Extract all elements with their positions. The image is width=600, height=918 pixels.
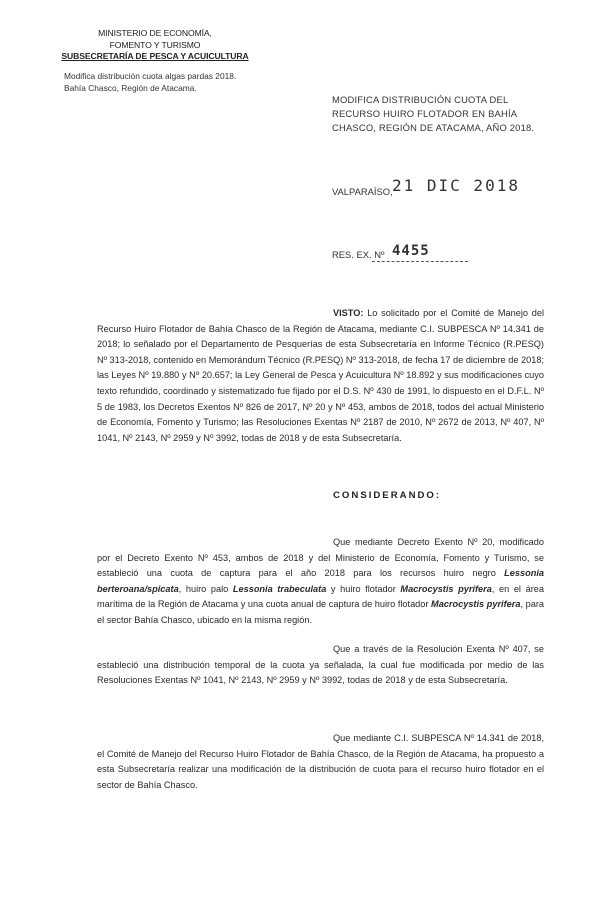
species-name: Lessonia trabeculata [232,583,327,594]
resolution-number-block [332,243,482,267]
document-summary [64,71,236,94]
p1-text-b: , huiro palo [178,583,233,594]
ministry-line-2: FOMENTO Y TURISMO [109,39,201,50]
resolution-number: 4455 [392,243,430,259]
summary-line-1: Modifica distribución cuota algas pardas 2018. [64,71,237,81]
p1-text-a: Que mediante Decreto Exento Nº 20, modificado por el Decreto Exento Nº 453, ambos de 2018 y del Ministerio de Economía, Fomento y Turismo, se estableció una cuota de captura para el año 2018 para los recursos huiro negro [97,537,544,579]
ministry-line-1: MINISTERIO DE ECONOMÍA, [98,28,212,38]
ministry-header [60,28,250,63]
considerando-heading: CONSIDERANDO: [333,490,442,501]
visto-text: Lo solicitado por el Comité de Manejo del Recurso Huiro Flotador de Bahía Chasco de la Región de Atacama, mediante C.I. SUBPESCA Nº 14.341 de 2018; lo señalado por el Departamento de Pesquerías de esta Subsecretaría en Informe Técnico (R.PESQ) Nº 313-2018, contenido en Memorándum Técnico (R.PESQ) Nº 313-2018, de fecha 17 de diciembre de 2018; las Leyes Nº 19.880 y Nº 20.657; la Ley General de Pesca y Acuicultura Nº 18.892 y sus modificaciones cuyo texto refundido, coordinado y sistematizado fue fijado por el D.S. Nº 430 de 1991, lo dispuesto en el D.F.L. Nº 5 de 1983, los Decretos Exentos Nº 826 de 2017, Nº 20 y Nº 453, ambos de 2018, todos del actual Ministerio de Economía, Fomento y Turismo; las Resoluciones Exentas Nº 2187 de 2010, Nº 2672 de 2013, Nº 407, Nº 1041, Nº 2143, Nº 2959 y Nº 3992, todas de 2018 y de esta Subsecretaría. [97,308,544,443]
p1-text-e: , para el sector Bahía Chasco, ubicado en la misma región. [97,599,544,625]
species-name: Lessonia berteroana/spicata [97,568,544,594]
considerando-paragraph-2 [97,642,544,689]
subsecretary-line: SUBSECRETARÍA DE PESCA Y ACUICULTURA [61,51,249,61]
considerando-paragraph-3 [97,731,544,793]
species-name: Macrocystis pyrifera [431,599,521,610]
visto-label: VISTO: [333,308,364,318]
place-label: VALPARAÍSO, [332,186,393,197]
document-title: MODIFICA DISTRIBUCIÓN CUOTA DEL RECURSO HUIRO FLOTADOR EN BAHÍA CHASCO, REGIÓN DE ATACAMA, AÑO 2018. [332,94,535,133]
p1-text-c: y huiro flotador [326,583,401,594]
considerando-paragraph-1 [97,535,544,629]
p3-text: Que mediante C.I. SUBPESCA Nº 14.341 de 2018, el Comité de Manejo del Recurso Huiro Flotador de Bahía Chasco, de la Región de Atacama, ha propuesto a esta Subsecretaría realizar una modificación de la distribución de cuota para el recurso huiro flotador en el sector de Bahía Chasco. [97,733,544,790]
resolution-dotted-line [372,261,468,262]
place-and-date [332,176,562,206]
date-stamp: 21 DIC 2018 [392,176,520,195]
p1-text-d: , en el área marítima de la Región de Atacama y una cuota anual de captura de huiro flotador [97,583,544,610]
p2-text: Que a través de la Resolución Exenta Nº 407, se estableció una distribución temporal de la cuota ya señalada, la cual fue modificada por medio de las Resoluciones Exentas Nº 1041, Nº 2143, Nº 2959 y Nº 3992, todas de 2018 y de esta Subsecretaría. [97,644,544,686]
species-name: Macrocystis pyrifera [400,583,492,594]
summary-line-2: Bahía Chasco, Región de Atacama. [64,82,197,93]
resolution-label: RES. EX. Nº [332,249,385,260]
visto-paragraph [97,306,544,446]
